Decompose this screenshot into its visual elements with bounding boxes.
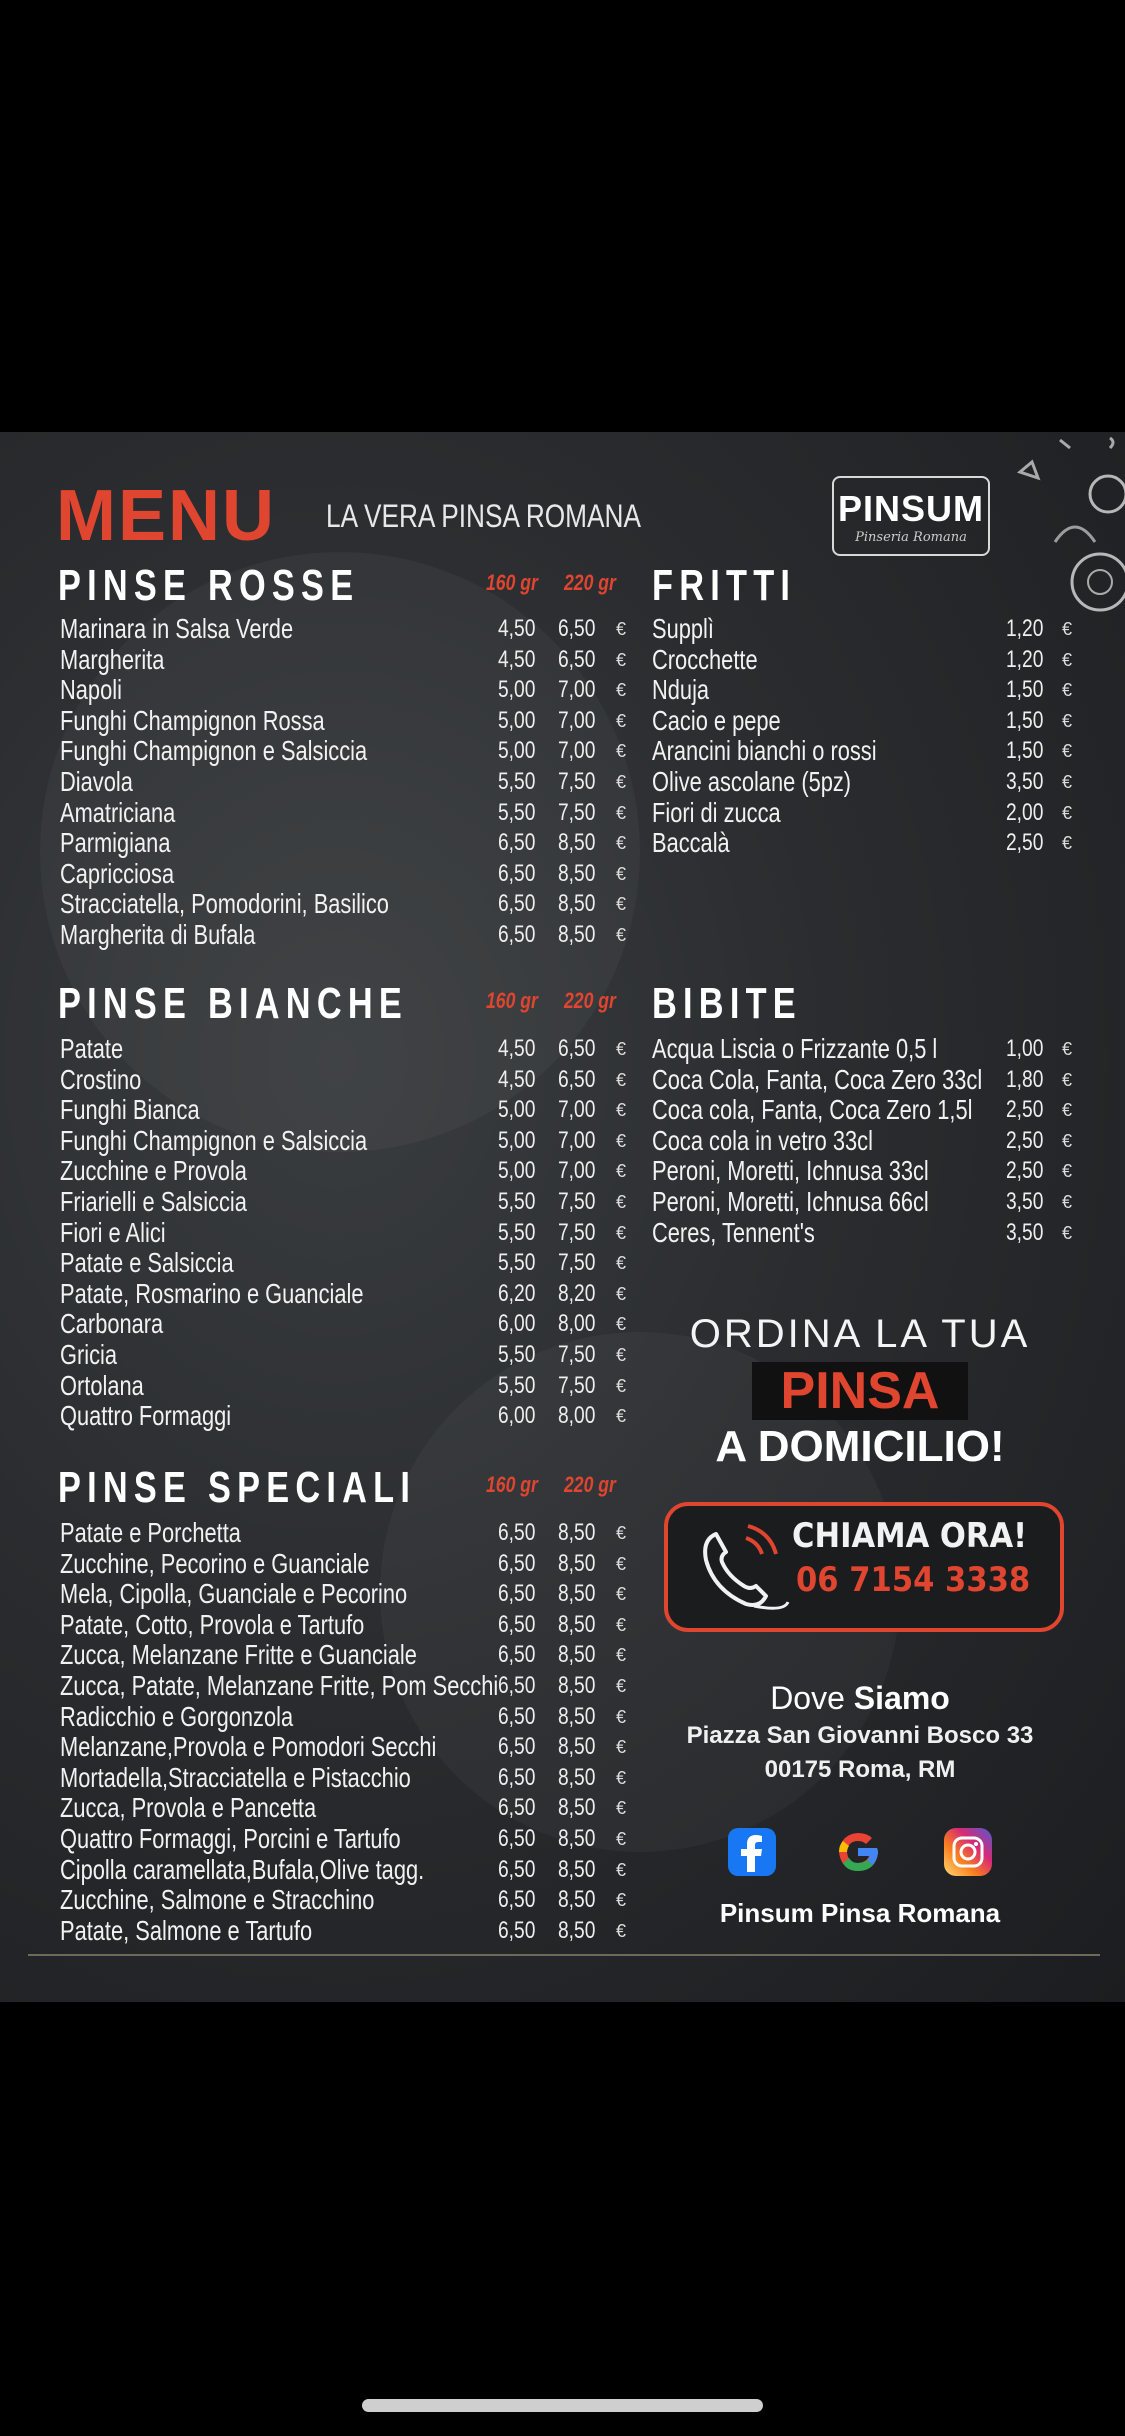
currency-symbol: €: [616, 863, 627, 884]
price-160: 4,50: [498, 1065, 536, 1093]
item-price: 1,50: [1006, 737, 1044, 765]
col-head-160: 160 gr: [486, 1472, 538, 1497]
item-name: Quattro Formaggi: [60, 1400, 232, 1432]
currency-symbol: €: [616, 1553, 627, 1574]
list-item: [60, 1218, 630, 1249]
list-item: [60, 1549, 630, 1580]
phone-number[interactable]: 06 7154 3338: [796, 1560, 1031, 1600]
price-160: 6,50: [498, 1886, 536, 1914]
list-item: [60, 1793, 630, 1824]
currency-symbol: €: [1062, 649, 1073, 670]
col-head-220: 220 gr: [564, 570, 616, 595]
item-name: Gricia: [60, 1338, 118, 1370]
list-item: [652, 706, 1082, 737]
item-name: Fiori di zucca: [652, 796, 781, 828]
price-160: 6,50: [498, 1580, 536, 1608]
item-name: Margherita: [60, 643, 165, 675]
currency-symbol: €: [616, 1191, 627, 1212]
price-220: 7,50: [558, 1249, 596, 1277]
price-220: 6,50: [558, 615, 596, 642]
logo-name: PINSUM: [837, 488, 984, 529]
price-160: 6,50: [498, 1671, 536, 1699]
item-name: Coca Cola, Fanta, Coca Zero 33cl: [652, 1063, 983, 1095]
item-name: Supplì: [652, 613, 714, 644]
col-head-160: 160 gr: [486, 570, 538, 595]
list-item: [60, 1309, 630, 1340]
price-160: 6,50: [498, 1855, 536, 1883]
brand-name: Pinsum Pinsa Romana: [719, 1898, 1001, 1928]
currency-symbol: €: [616, 1859, 627, 1880]
price-220: 8,50: [558, 1733, 596, 1761]
list-item: [652, 675, 1082, 706]
currency-symbol: €: [616, 619, 627, 639]
pinsum-logo: [832, 476, 990, 556]
item-name: Zucchine e Provola: [60, 1155, 247, 1187]
currency-symbol: €: [616, 1069, 627, 1090]
item-name: Baccalà: [652, 827, 730, 859]
currency-symbol: €: [616, 1344, 627, 1365]
item-price: 1,20: [1006, 615, 1044, 642]
price-160: 6,50: [498, 1519, 536, 1546]
order-line-1: ORDINA LA TUA: [689, 1312, 1031, 1356]
currency-symbol: €: [616, 1737, 627, 1758]
list-item: [60, 889, 630, 920]
item-name: Zucchine, Pecorino e Guanciale: [60, 1547, 370, 1579]
list-item: [60, 645, 630, 676]
item-name: Funghi Champignon Rossa: [60, 704, 325, 736]
list-item: [60, 1702, 630, 1733]
price-160: 6,50: [498, 1549, 536, 1577]
currency-symbol: €: [1062, 833, 1073, 854]
pinse-bianche-list: [60, 1034, 630, 1432]
price-160: 5,50: [498, 1340, 536, 1368]
price-160: 6,50: [498, 1702, 536, 1730]
list-item: [60, 675, 630, 706]
item-price: 1,20: [1006, 645, 1044, 673]
list-item: [60, 614, 630, 645]
item-name: Mortadella,Stracciatella e Pistacchio: [60, 1761, 411, 1793]
item-name: Crocchette: [652, 643, 758, 675]
item-price: 3,50: [1006, 1187, 1044, 1215]
col-head-220: 220 gr: [564, 1472, 616, 1497]
currency-symbol: €: [616, 1253, 627, 1274]
price-220: 8,50: [558, 1886, 596, 1914]
price-220: 7,00: [558, 737, 596, 765]
list-item: [60, 1401, 630, 1432]
list-item: [652, 798, 1082, 829]
bibite-list: [652, 1034, 1082, 1248]
item-name: Cacio e pepe: [652, 704, 781, 736]
call-now-box[interactable]: [664, 1502, 1064, 1632]
logo-tagline: Pinseria Romana: [855, 530, 967, 545]
item-name: Zucca, Melanzane Fritte e Guanciale: [60, 1639, 417, 1671]
price-160: 6,50: [498, 1824, 536, 1852]
list-item: [652, 736, 1082, 767]
currency-symbol: €: [1062, 1130, 1073, 1151]
currency-symbol: €: [616, 1130, 627, 1151]
list-item: [652, 1034, 1082, 1065]
price-160: 6,20: [498, 1279, 536, 1307]
list-item: [60, 798, 630, 829]
currency-symbol: €: [616, 1767, 627, 1788]
price-160: 6,50: [498, 1610, 536, 1638]
item-name: Ortolana: [60, 1369, 144, 1401]
currency-symbol: €: [616, 1828, 627, 1849]
currency-symbol: €: [616, 1375, 627, 1396]
col-head-220: 220 gr: [564, 988, 616, 1013]
item-name: Radicchio e Gorgonzola: [60, 1700, 294, 1732]
list-item: [60, 1885, 630, 1916]
currency-symbol: €: [1062, 1069, 1073, 1090]
facebook-icon[interactable]: [724, 1824, 780, 1880]
price-160: 6,50: [498, 920, 536, 948]
price-220: 8,00: [558, 1310, 596, 1338]
currency-symbol: €: [1062, 802, 1073, 823]
list-item: [60, 1824, 630, 1855]
list-item: [60, 1371, 630, 1402]
currency-symbol: €: [616, 924, 627, 945]
price-220: 7,50: [558, 798, 596, 826]
where-label-light: Dove: [770, 1680, 845, 1716]
price-220: 6,50: [558, 1065, 596, 1093]
currency-symbol: €: [1062, 710, 1073, 731]
price-220: 7,00: [558, 1126, 596, 1154]
item-name: Margherita di Bufala: [60, 918, 256, 950]
currency-symbol: €: [1062, 619, 1073, 639]
item-name: Peroni, Moretti, Ichnusa 66cl: [652, 1185, 929, 1217]
currency-symbol: €: [616, 1314, 627, 1335]
price-220: 8,50: [558, 920, 596, 948]
section-title-fritti: FRITTI: [652, 561, 797, 610]
price-160: 4,50: [498, 645, 536, 673]
pinse-speciali-list: [60, 1518, 630, 1946]
item-price: 2,50: [1006, 1157, 1044, 1185]
pinse-rosse-list: [60, 614, 630, 951]
price-160: 5,00: [498, 1157, 536, 1185]
call-now-label: CHIAMA ORA!: [792, 1516, 1028, 1556]
menu-title: MENU: [56, 476, 276, 556]
item-name: Friarielli e Salsiccia: [60, 1185, 247, 1217]
item-name: Acqua Liscia o Frizzante 0,5 l: [652, 1033, 938, 1064]
price-160: 5,00: [498, 1126, 536, 1154]
menu-subtitle: LA VERA PINSA ROMANA: [326, 498, 641, 534]
list-item: [652, 1126, 1082, 1157]
item-name: Mela, Cipolla, Guanciale e Pecorino: [60, 1578, 408, 1610]
item-price: 3,50: [1006, 1218, 1044, 1246]
price-160: 5,00: [498, 1096, 536, 1124]
list-item: [60, 1579, 630, 1610]
price-220: 8,50: [558, 829, 596, 857]
section-title-bibite: BIBITE: [652, 979, 802, 1028]
home-indicator[interactable]: [362, 2399, 763, 2412]
item-price: 2,50: [1006, 1126, 1044, 1154]
list-item: [60, 767, 630, 798]
price-160: 6,50: [498, 1794, 536, 1822]
price-220: 8,50: [558, 1855, 596, 1883]
currency-symbol: €: [616, 741, 627, 762]
divider: [28, 1954, 1100, 1956]
price-220: 8,50: [558, 1671, 596, 1699]
currency-symbol: €: [616, 771, 627, 792]
currency-symbol: €: [1062, 1191, 1073, 1212]
list-item: [652, 1095, 1082, 1126]
currency-symbol: €: [616, 1100, 627, 1121]
item-price: 2,50: [1006, 829, 1044, 857]
list-item: [652, 614, 1082, 645]
currency-symbol: €: [616, 1283, 627, 1304]
item-price: 2,00: [1006, 798, 1044, 826]
item-name: Patate e Salsiccia: [60, 1247, 234, 1279]
price-160: 5,00: [498, 706, 536, 734]
price-220: 8,50: [558, 859, 596, 887]
section-title-pinse-rosse: PINSE ROSSE: [58, 561, 360, 610]
currency-symbol: €: [616, 1406, 627, 1427]
price-160: 5,50: [498, 1371, 536, 1399]
order-line-3: A DOMICILIO!: [715, 1422, 1005, 1471]
where-label-bold: Siamo: [853, 1680, 950, 1716]
currency-symbol: €: [1062, 1222, 1073, 1243]
item-price: 1,50: [1006, 676, 1044, 704]
list-item: [60, 1518, 630, 1549]
address-line-1: Piazza San Giovanni Bosco 33: [686, 1722, 1034, 1749]
list-item: [60, 1763, 630, 1794]
list-item: [60, 1248, 630, 1279]
item-name: Crostino: [60, 1063, 142, 1095]
price-160: 5,50: [498, 1218, 536, 1246]
price-220: 8,50: [558, 1549, 596, 1577]
google-icon[interactable]: [830, 1824, 886, 1880]
list-item: [60, 1610, 630, 1641]
price-220: 8,50: [558, 1794, 596, 1822]
currency-symbol: €: [616, 802, 627, 823]
col-head-160: 160 gr: [486, 988, 538, 1013]
ingredients-illustration-icon: [1000, 432, 1125, 622]
currency-symbol: €: [616, 1584, 627, 1605]
item-name: Arancini bianchi o rossi: [652, 735, 877, 767]
list-item: [60, 1279, 630, 1310]
list-item: [60, 1916, 630, 1947]
currency-symbol: €: [616, 894, 627, 915]
list-item: [60, 1732, 630, 1763]
price-220: 7,00: [558, 1096, 596, 1124]
currency-symbol: €: [1062, 1039, 1073, 1059]
list-item: [652, 1218, 1082, 1249]
list-item: [60, 1671, 630, 1702]
currency-symbol: €: [616, 1523, 627, 1543]
currency-symbol: €: [616, 649, 627, 670]
item-name: Amatriciana: [60, 796, 176, 828]
price-220: 8,50: [558, 1610, 596, 1638]
price-160: 5,00: [498, 676, 536, 704]
list-item: [60, 1340, 630, 1371]
list-item: [652, 1065, 1082, 1096]
price-160: 5,50: [498, 1249, 536, 1277]
list-item: [60, 1126, 630, 1157]
price-160: 6,50: [498, 1641, 536, 1669]
item-name: Zucca, Provola e Pancetta: [60, 1792, 317, 1824]
price-160: 6,50: [498, 1763, 536, 1791]
item-name: Quattro Formaggi, Porcini e Tartufo: [60, 1822, 401, 1854]
currency-symbol: €: [1062, 1100, 1073, 1121]
currency-symbol: €: [1062, 1161, 1073, 1182]
section-title-pinse-speciali: PINSE SPECIALI: [58, 1463, 417, 1512]
price-220: 7,00: [558, 676, 596, 704]
currency-symbol: €: [616, 710, 627, 731]
price-160: 6,50: [498, 1916, 536, 1944]
price-220: 8,50: [558, 1916, 596, 1944]
currency-symbol: €: [616, 680, 627, 701]
item-name: Patate e Porchetta: [60, 1517, 241, 1548]
currency-symbol: €: [1062, 741, 1073, 762]
price-220: 8,20: [558, 1279, 596, 1307]
item-price: 3,50: [1006, 767, 1044, 795]
section-title-pinse-bianche: PINSE BIANCHE: [58, 979, 409, 1028]
price-220: 7,50: [558, 767, 596, 795]
item-name: Capricciosa: [60, 857, 175, 889]
menu-poster: [0, 432, 1125, 2002]
price-220: 6,50: [558, 645, 596, 673]
price-220: 8,50: [558, 1519, 596, 1546]
list-item: [652, 1156, 1082, 1187]
where-heading: [640, 1680, 1080, 1717]
currency-symbol: €: [616, 1645, 627, 1666]
instagram-icon[interactable]: [940, 1824, 996, 1880]
address-line-2: 00175 Roma, RM: [764, 1756, 956, 1783]
list-item: [652, 1187, 1082, 1218]
item-name: Funghi Champignon e Salsiccia: [60, 1124, 368, 1156]
list-item: [60, 828, 630, 859]
item-name: Zucca, Patate, Melanzane Fritte, Pom Secchi: [60, 1669, 499, 1701]
currency-symbol: €: [616, 1161, 627, 1182]
currency-symbol: €: [616, 1920, 627, 1941]
item-name: Ceres, Tennent's: [652, 1216, 815, 1248]
currency-symbol: €: [616, 1614, 627, 1635]
list-item: [60, 736, 630, 767]
item-name: Carbonara: [60, 1308, 164, 1340]
item-name: Coca cola, Fanta, Coca Zero 1,5l: [652, 1094, 973, 1126]
price-220: 7,50: [558, 1218, 596, 1246]
price-160: 6,00: [498, 1310, 536, 1338]
list-item: [60, 1156, 630, 1187]
list-item: [60, 1640, 630, 1671]
price-220: 8,00: [558, 1402, 596, 1430]
price-160: 6,50: [498, 1733, 536, 1761]
price-160: 6,50: [498, 890, 536, 918]
item-price: 1,80: [1006, 1065, 1044, 1093]
list-item: [60, 706, 630, 737]
list-item: [60, 1034, 630, 1065]
currency-symbol: €: [616, 1222, 627, 1243]
item-name: Funghi Bianca: [60, 1094, 200, 1126]
price-220: 8,50: [558, 1702, 596, 1730]
item-name: Patate, Rosmarino e Guanciale: [60, 1277, 364, 1309]
item-name: Patate: [60, 1033, 124, 1064]
fritti-list: [652, 614, 1082, 859]
price-160: 6,50: [498, 859, 536, 887]
currency-symbol: €: [616, 1798, 627, 1819]
price-220: 7,50: [558, 1187, 596, 1215]
item-name: Marinara in Salsa Verde: [60, 613, 294, 644]
item-name: Nduja: [652, 674, 710, 706]
currency-symbol: €: [1062, 680, 1073, 701]
currency-symbol: €: [616, 1675, 627, 1696]
list-item: [60, 1187, 630, 1218]
item-name: Stracciatella, Pomodorini, Basilico: [60, 888, 389, 920]
item-name: Cipolla caramellata,Bufala,Olive tagg.: [60, 1853, 425, 1885]
item-price: 1,50: [1006, 706, 1044, 734]
currency-symbol: €: [616, 833, 627, 854]
price-160: 4,50: [498, 1035, 536, 1062]
currency-symbol: €: [616, 1039, 627, 1059]
item-name: Olive ascolane (5pz): [652, 765, 852, 797]
item-name: Patate, Cotto, Provola e Tartufo: [60, 1608, 365, 1640]
phone-icon: [694, 1520, 790, 1612]
price-160: 6,50: [498, 829, 536, 857]
price-160: 6,00: [498, 1402, 536, 1430]
price-160: 5,50: [498, 767, 536, 795]
price-220: 8,50: [558, 1763, 596, 1791]
order-line-2: PINSA: [752, 1362, 968, 1420]
price-220: 7,50: [558, 1371, 596, 1399]
item-name: Parmigiana: [60, 827, 171, 859]
currency-symbol: €: [616, 1706, 627, 1727]
list-item: [652, 767, 1082, 798]
price-220: 7,00: [558, 706, 596, 734]
item-name: Melanzane,Provola e Pomodori Secchi: [60, 1731, 437, 1763]
price-160: 5,50: [498, 798, 536, 826]
price-220: 8,50: [558, 1580, 596, 1608]
price-160: 5,50: [498, 1187, 536, 1215]
list-item: [60, 859, 630, 890]
list-item: [60, 1855, 630, 1886]
item-price: 2,50: [1006, 1096, 1044, 1124]
price-220: 7,50: [558, 1340, 596, 1368]
price-220: 8,50: [558, 1824, 596, 1852]
price-160: 4,50: [498, 615, 536, 642]
list-item: [652, 645, 1082, 676]
item-name: Coca cola in vetro 33cl: [652, 1124, 873, 1156]
price-220: 7,00: [558, 1157, 596, 1185]
list-item: [60, 920, 630, 951]
item-name: Napoli: [60, 674, 122, 706]
currency-symbol: €: [1062, 771, 1073, 792]
item-name: Funghi Champignon e Salsiccia: [60, 735, 368, 767]
price-220: 6,50: [558, 1035, 596, 1062]
item-name: Zucchine, Salmone e Stracchino: [60, 1884, 375, 1916]
price-220: 8,50: [558, 1641, 596, 1669]
item-name: Fiori e Alici: [60, 1216, 166, 1248]
currency-symbol: €: [616, 1890, 627, 1911]
item-price: 1,00: [1006, 1035, 1044, 1062]
list-item: [60, 1065, 630, 1096]
list-item: [60, 1095, 630, 1126]
item-name: Patate, Salmone e Tartufo: [60, 1914, 313, 1946]
price-160: 5,00: [498, 737, 536, 765]
list-item: [652, 828, 1082, 859]
item-name: Diavola: [60, 765, 133, 797]
item-name: Peroni, Moretti, Ichnusa 33cl: [652, 1155, 929, 1187]
price-220: 8,50: [558, 890, 596, 918]
